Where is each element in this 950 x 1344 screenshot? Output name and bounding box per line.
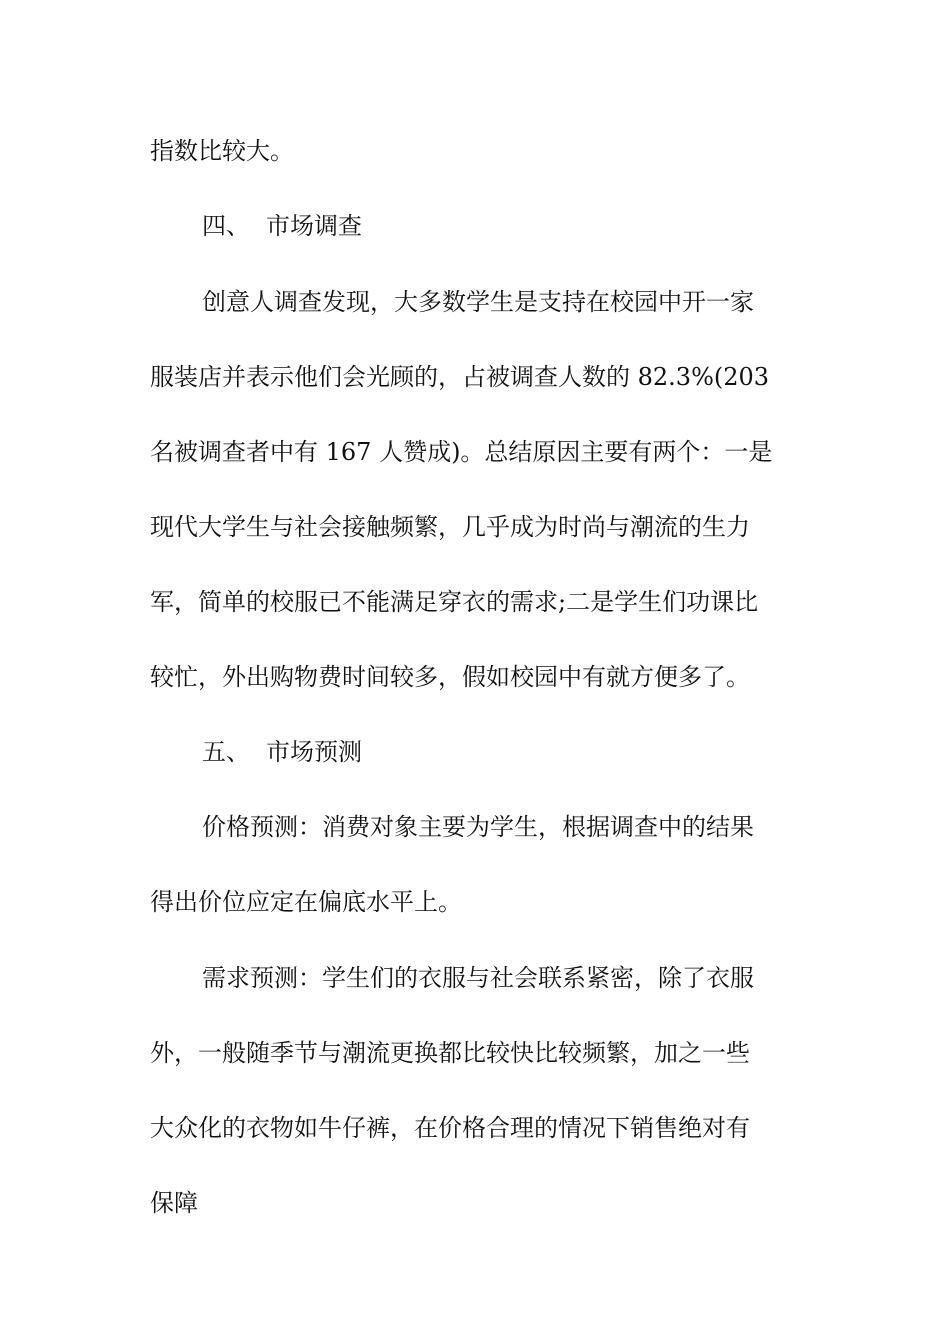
paragraph-line: 价格预测：消费对象主要为学生，根据调查中的结果 [202, 813, 754, 841]
paragraph-line: 指数比较大。 [150, 137, 294, 165]
section-title: 市场预测 [266, 738, 362, 766]
section-heading-5 [202, 737, 362, 767]
paragraph-line: 较忙，外出购物费时间较多，假如校园中有就方便多了。 [150, 663, 750, 691]
paragraph-line: 外，一般随季节与潮流更换都比较快比较频繁，加之一些 [150, 1039, 750, 1067]
paragraph-line: 需求预测：学生们的衣服与社会联系紧密，除了衣服 [202, 964, 754, 992]
section-heading-4 [202, 211, 362, 241]
paragraph-line: 名被调查者中有 167 人赞成)。总结原因主要有两个：一是 [150, 438, 773, 466]
paragraph-line: 服装店并表示他们会光顾的，占被调查人数的 82.3%(203 [150, 363, 770, 391]
section-number: 五、 [202, 738, 250, 766]
paragraph-line: 创意人调查发现，大多数学生是支持在校园中开一家 [202, 288, 754, 316]
paragraph-line: 得出价位应定在偏底水平上。 [150, 888, 462, 916]
paragraph-line: 大众化的衣物如牛仔裤，在价格合理的情况下销售绝对有 [150, 1114, 750, 1142]
paragraph-line: 保障 [150, 1189, 198, 1217]
paragraph-line: 现代大学生与社会接触频繁，几乎成为时尚与潮流的生力 [150, 513, 750, 541]
paragraph-line: 军，简单的校服已不能满足穿衣的需求;二是学生们功课比 [150, 588, 759, 616]
section-title: 市场调查 [266, 212, 362, 240]
section-number: 四、 [202, 212, 250, 240]
